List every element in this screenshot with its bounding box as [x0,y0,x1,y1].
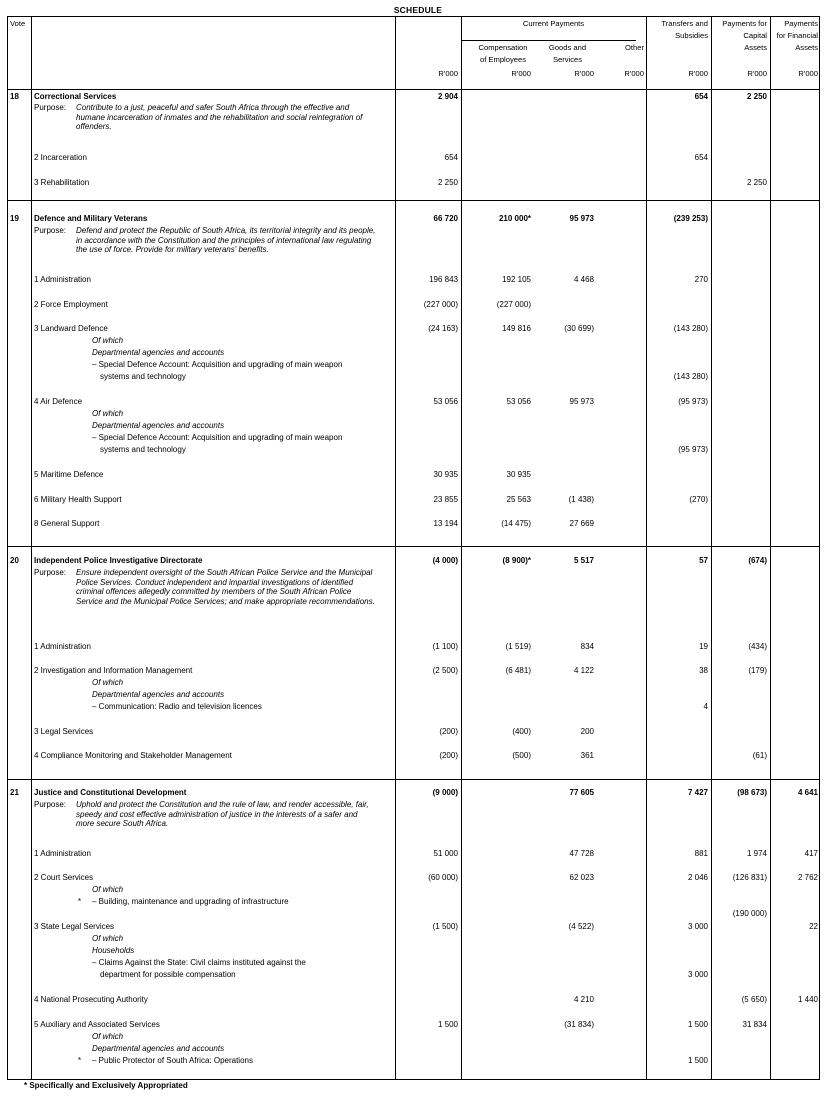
vote-name: Independent Police Investigative Directorate [34,556,203,565]
programme-goods-value: 47 728 [569,849,594,858]
header-compensation-line2: of Employees [479,55,526,64]
purpose-label: Purpose: [34,226,67,235]
header-compensation-line1: Compensation [478,43,528,52]
programme-total-value: (200) [439,751,458,760]
detail-line: – Special Defence Account: Acquisition and upgrading of main weapon [92,360,343,369]
vote-transfers-value: 7 427 [687,788,708,797]
capital-column-rule [711,17,712,1079]
vote-number: 18 [10,92,19,101]
programme-label: 4 Compliance Monitoring and Stakeholder Management [34,751,232,760]
programme-transfers-value: 1 500 [687,1020,708,1029]
programme-transfers-value: 654 [694,153,708,162]
vote-comp-value: 210 000* [498,214,531,223]
programme-label: 2 Incarceration [34,153,87,162]
appropriation-asterisk: * [78,1056,82,1065]
vote-transfers-value: 654 [694,92,708,101]
programme-goods-value: 200 [580,727,594,736]
current-payments-rule [461,17,462,1079]
unit-goods: R'000 [574,69,594,78]
programme-comp-value: (6 481) [505,666,531,675]
programme-total-value: 2 250 [437,178,458,187]
programme-total-value: 13 194 [433,519,458,528]
programme-goods-value: 27 669 [569,519,594,528]
programme-label: 8 General Support [34,519,100,528]
programme-total-value: (1 500) [432,922,458,931]
of-which-label: Of which [92,934,124,943]
purpose-text: Uphold and protect the Constitution and the rule of law, and render accessible, fair, speedy and cost effective administration of justice in the interests of a safer and more secure South Africa. [76,800,369,828]
sub-group-label: Departmental agencies and accounts [92,421,225,430]
total-column-rule [395,17,396,1079]
unit-capital: R'000 [747,69,767,78]
transfers-column-rule [646,17,647,1079]
programme-label: 6 Military Health Support [34,495,122,504]
sub-group-label: Departmental agencies and accounts [92,348,225,357]
header-capital-line1: Payments for [722,19,767,28]
vote-transfers-value: (239 253) [673,214,708,223]
vote-total-value: 2 904 [437,92,458,101]
vote-total-value: 66 720 [433,214,458,223]
purpose-text: Defend and protect the Republic of South Africa, its territorial integrity and its people, in accordance with the Constitution and the principles of international law regulating the use of force. Provide for military veterans' benefits. [76,226,376,254]
programme-comp-value: (1 519) [505,642,531,651]
header-financial-line3: Assets [795,43,818,52]
programme-label: 3 Legal Services [34,727,94,736]
purpose-text: Contribute to a just, peaceful and safer South Africa through the effective and humane incarceration of inmates and the rehabilitation and social reintegration of offenders. [76,103,363,131]
programme-total-value: 53 056 [433,397,458,406]
unit-compensation: R'000 [511,69,531,78]
vote-total-value: (4 000) [432,556,458,565]
vote-column-rule [31,17,32,1079]
vote-divider [8,546,819,547]
detail-line: department for possible compensation [100,970,236,979]
programme-capital-value: 2 250 [746,178,767,187]
programme-comp-value: 149 816 [502,324,531,333]
programme-total-value: 1 500 [437,1020,458,1029]
programme-label: 5 Maritime Defence [34,470,104,479]
vote-divider [8,779,819,780]
programme-comp-value: (500) [512,751,531,760]
programme-total-value: (2 500) [432,666,458,675]
programme-goods-value: 4 122 [573,666,594,675]
detail-transfers-value: 1 500 [687,1056,708,1065]
appropriation-asterisk: * [78,897,82,906]
programme-total-value: 654 [444,153,458,162]
programme-label: 4 Air Defence [34,397,83,406]
vote-comp-value: (8 900)* [502,556,531,565]
unit-other: R'000 [624,69,644,78]
footnote: * Specifically and Exclusively Appropriated [24,1081,188,1090]
of-which-label: Of which [92,678,124,687]
programme-goods-value: 361 [580,751,594,760]
purpose-label: Purpose: [34,103,67,112]
programme-capital-value: (434) [748,642,767,651]
programme-total-value: (200) [439,727,458,736]
header-other: Other [625,43,644,52]
header-goods-line2: Services [552,55,583,64]
programme-total-value: 51 000 [433,849,458,858]
programme-label: 1 Administration [34,642,91,651]
header-capital-line3: Assets [744,43,767,52]
programme-financial-value: 22 [809,922,818,931]
purpose-label: Purpose: [34,800,67,809]
programme-goods-value: 4 468 [573,275,594,284]
detail-line: – Public Protector of South Africa: Operations [92,1056,253,1065]
header-capital-line2: Capital [743,31,767,40]
detail-line: systems and technology [100,372,186,381]
programme-comp-value: 30 935 [506,470,531,479]
programme-transfers-value: 3 000 [687,922,708,931]
vote-goods-value: 95 973 [569,214,594,223]
detail-line: – Communication: Radio and television licences [92,702,262,711]
programme-total-value: 30 935 [433,470,458,479]
vote-number: 19 [10,214,19,223]
programme-goods-value: (1 438) [568,495,594,504]
programme-comp-value: 25 563 [506,495,531,504]
sub-group-label: Departmental agencies and accounts [92,1044,225,1053]
programme-transfers-value: (95 973) [678,397,708,406]
header-vote: Vote [10,19,26,28]
programme-transfers-value: (143 280) [673,324,708,333]
vote-name: Correctional Services [34,92,117,101]
programme-goods-value: (4 522) [568,922,594,931]
programme-capital-value: (5 650) [741,995,767,1004]
detail-line: – Claims Against the State: Civil claims instituted against the [92,958,306,967]
header-financial-line1: Payments [784,19,818,28]
programme-financial-value: 417 [804,849,818,858]
detail-transfers-value: (143 280) [673,372,708,381]
financial-column-rule [770,17,771,1079]
programme-label: 3 Landward Defence [34,324,108,333]
programme-comp-value: (227 000) [496,300,531,309]
header-current-payments: Current Payments [522,19,585,28]
programme-comp-value: (14 475) [501,519,531,528]
programme-comp-value: 192 105 [502,275,531,284]
programme-transfers-value: 38 [699,666,708,675]
programme-total-value: (24 163) [428,324,458,333]
of-which-label: Of which [92,409,124,418]
programme-goods-value: (30 699) [564,324,594,333]
programme-total-value: (60 000) [428,873,458,882]
header-financial-line2: for Financial [776,31,818,40]
programme-label: 4 National Prosecuting Authority [34,995,148,1004]
programme-comp-value: (400) [512,727,531,736]
programme-label: 2 Investigation and Information Management [34,666,193,675]
header-goods-line1: Goods and [548,43,587,52]
programme-transfers-value: 19 [699,642,708,651]
vote-name: Justice and Constitutional Development [34,788,187,797]
vote-total-value: (9 000) [432,788,458,797]
unit-total: R'000 [438,69,458,78]
programme-transfers-value: 2 046 [687,873,708,882]
detail-line: – Building, maintenance and upgrading of infrastructure [92,897,289,906]
programme-goods-value: 62 023 [569,873,594,882]
programme-comp-value: 53 056 [506,397,531,406]
programme-total-value: (1 100) [432,642,458,651]
programme-transfers-value: (270) [689,495,708,504]
programme-capital-value: (61) [752,751,767,760]
programme-capital-value: 1 974 [746,849,767,858]
header-transfers-line2: Subsidies [675,31,708,40]
programme-goods-value: (31 834) [564,1020,594,1029]
vote-divider [8,200,819,201]
header-transfers-line1: Transfers and [661,19,708,28]
vote-capital-value: (98 673) [737,788,767,797]
programme-total-value: 23 855 [433,495,458,504]
programme-financial-value: 1 440 [797,995,818,1004]
vote-name: Defence and Military Veterans [34,214,148,223]
sub-group-label: Departmental agencies and accounts [92,690,225,699]
vote-capital-value: 2 250 [746,92,767,101]
purpose-text: Ensure independent oversight of the South African Police Service and the Municipal Police Services. Conduct independent and impartial investigations of identified criminal offences allegedly committed by members of the South African Police Service and the Municipal Police Services; and make appropriate recommendations. [76,568,375,606]
of-which-label: Of which [92,885,124,894]
programme-label: 2 Force Employment [34,300,108,309]
detail-transfers-value: (95 973) [678,445,708,454]
programme-total-value: 196 843 [429,275,458,284]
of-which-label: Of which [92,1032,124,1041]
sub-group-label: Households [92,946,135,955]
detail-line: systems and technology [100,445,186,454]
programme-transfers-value: 270 [694,275,708,284]
purpose-label: Purpose: [34,568,67,577]
header-divider [8,89,819,90]
programme-label: 5 Auxiliary and Associated Services [34,1020,160,1029]
detail-transfers-value: 3 000 [687,970,708,979]
schedule-table [7,16,820,1080]
unit-financial: R'000 [798,69,818,78]
of-which-label: Of which [92,336,124,345]
programme-goods-value: 4 210 [573,995,594,1004]
programme-financial-value: 2 762 [797,873,818,882]
programme-label: 2 Court Services [34,873,94,882]
vote-financial-value: 4 641 [797,788,818,797]
detail-transfers-value: 4 [703,702,708,711]
vote-transfers-value: 57 [699,556,708,565]
programme-capital-value: 31 834 [742,1020,767,1029]
programme-label: 3 Rehabilitation [34,178,90,187]
vote-goods-value: 5 517 [573,556,594,565]
programme-transfers-value: 881 [694,849,708,858]
vote-goods-value: 77 605 [569,788,594,797]
programme-label: 1 Administration [34,275,91,284]
current-payments-divider [461,40,636,41]
programme-total-value: (227 000) [423,300,458,309]
programme-label: 3 State Legal Services [34,922,115,931]
page-title: SCHEDULE [393,5,443,15]
programme-goods-value: 95 973 [569,397,594,406]
detail-line: – Special Defence Account: Acquisition and upgrading of main weapon [92,433,343,442]
programme-capital-value: (179) [748,666,767,675]
detail-capital-value: (190 000) [732,909,767,918]
vote-number: 21 [10,788,19,797]
programme-goods-value: 834 [580,642,594,651]
vote-capital-value: (674) [748,556,767,565]
unit-transfers: R'000 [688,69,708,78]
programme-label: 1 Administration [34,849,91,858]
vote-number: 20 [10,556,19,565]
programme-capital-value: (126 831) [732,873,767,882]
